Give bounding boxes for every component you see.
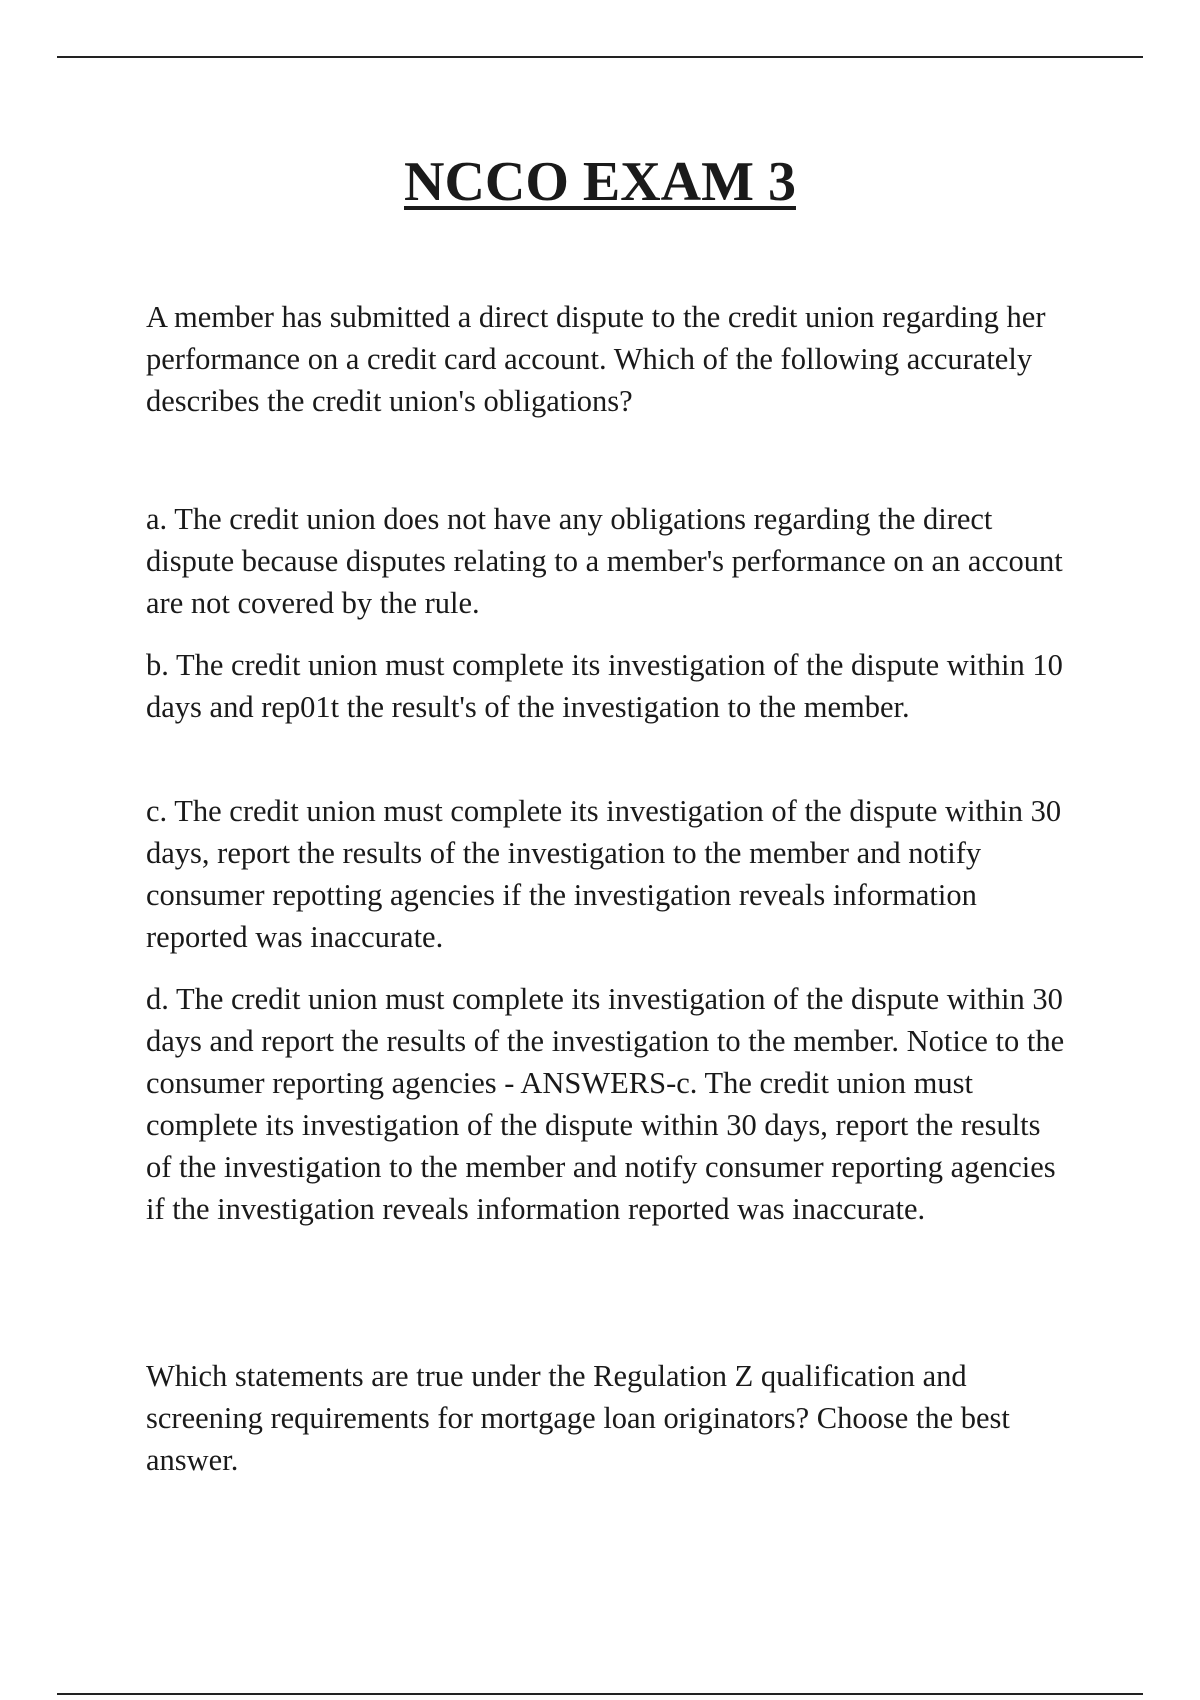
question-1-option-b bbox=[146, 644, 1066, 728]
option-a-text: a. The credit union does not have any obligations regarding the direct dispute because disputes relating to a member's performance on an account are not covered by the rule. bbox=[146, 502, 1063, 620]
option-c-text: c. The credit union must complete its investigation of the dispute within 30 days, report the results of the investigation to the member and notify consumer repotting agencies if the investigation reveals information reported was inaccurate. bbox=[146, 794, 1062, 954]
question-1-option-d bbox=[146, 978, 1066, 1230]
question-1-option-a bbox=[146, 498, 1066, 624]
page-title bbox=[0, 150, 1200, 214]
page-title-text: NCCO EXAM 3 bbox=[404, 151, 796, 213]
footer-rule bbox=[57, 1693, 1143, 1695]
question-2-text: Which statements are true under the Regulation Z qualification and screening requirements for mortgage loan originators? Choose the best answer. bbox=[146, 1359, 1010, 1477]
option-b-text: b. The credit union must complete its investigation of the dispute within 10 days and rep01t the result's of the investigation to the member. bbox=[146, 648, 1063, 724]
question-1-text: A member has submitted a direct dispute to the credit union regarding her performance on a credit card account. Which of the following accurately describes the credit union's obligations? bbox=[146, 300, 1046, 418]
question-2 bbox=[146, 1355, 1066, 1481]
option-d-text: d. The credit union must complete its investigation of the dispute within 30 days and report the results of the investigation to the member. Notice to the consumer reporting agencies - ANSWERS-c. The credit union must complete its investigation of the dispute within 30 days, report the results of the investigation to the member and notify consumer reporting agencies if the investigation reveals information reported was inaccurate. bbox=[146, 982, 1065, 1226]
header-rule bbox=[57, 56, 1143, 58]
question-1 bbox=[146, 296, 1066, 422]
question-1-option-c bbox=[146, 790, 1066, 958]
